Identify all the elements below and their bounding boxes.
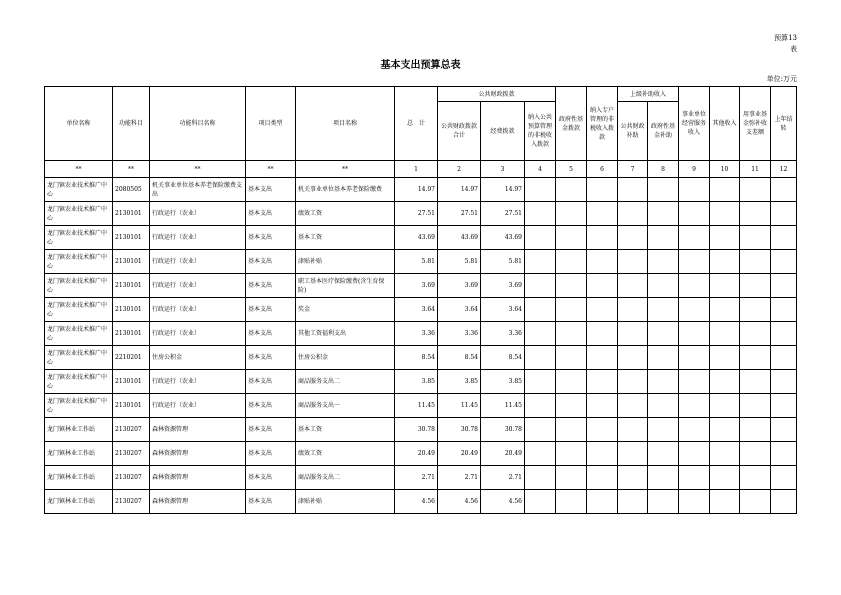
table-row: [45, 442, 797, 466]
cell-business: [679, 466, 710, 490]
cell-func-code: 2130101: [113, 298, 150, 322]
cell-public-subtotal: 5.81: [438, 250, 481, 274]
cell-carryover: [771, 202, 797, 226]
cell-item-name: 奖金: [296, 298, 395, 322]
index-cell: **: [45, 161, 113, 178]
cell-special-fund: [587, 394, 618, 418]
cell-other: [710, 490, 740, 514]
header-carryover: 上年结转: [771, 87, 797, 161]
cell-nontax: [525, 370, 556, 394]
cell-func-name: 森林资源管理: [150, 418, 246, 442]
cell-reserve: [740, 442, 771, 466]
cell-item-type: 基本支出: [246, 466, 296, 490]
cell-total: 14.97: [395, 178, 438, 202]
cell-unit-name: 龙门镇农业技术推广中心: [45, 178, 113, 202]
cell-item-type: 基本支出: [246, 490, 296, 514]
cell-other: [710, 226, 740, 250]
cell-item-name: 绩效工资: [296, 442, 395, 466]
cell-superior-public: [618, 298, 648, 322]
cell-superior-public: [618, 226, 648, 250]
cell-superior-gov: [648, 274, 679, 298]
cell-item-type: 基本支出: [246, 178, 296, 202]
cell-superior-gov: [648, 346, 679, 370]
cell-func-code: 2210201: [113, 346, 150, 370]
cell-public-subtotal: 27.51: [438, 202, 481, 226]
cell-superior-public: [618, 274, 648, 298]
cell-superior-gov: [648, 394, 679, 418]
index-cell: 9: [679, 161, 710, 178]
cell-reserve: [740, 370, 771, 394]
cell-business: [679, 346, 710, 370]
cell-nontax: [525, 418, 556, 442]
index-cell: **: [113, 161, 150, 178]
cell-reserve: [740, 346, 771, 370]
cell-nontax: [525, 490, 556, 514]
header-item-type: 项目类型: [246, 87, 296, 161]
cell-unit-name: 龙门镇林业工作站: [45, 490, 113, 514]
cell-superior-gov: [648, 490, 679, 514]
cell-gov-fund: [556, 466, 587, 490]
cell-nontax: [525, 226, 556, 250]
cell-business: [679, 274, 710, 298]
cell-carryover: [771, 274, 797, 298]
index-cell: 10: [710, 161, 740, 178]
cell-public-subtotal: 14.97: [438, 178, 481, 202]
cell-func-name: 森林资源管理: [150, 490, 246, 514]
cell-superior-public: [618, 418, 648, 442]
cell-func-name: 森林资源管理: [150, 466, 246, 490]
cell-unit-name: 龙门镇农业技术推广中心: [45, 322, 113, 346]
index-cell: 11: [740, 161, 771, 178]
index-row: [45, 161, 797, 178]
cell-public-subtotal: 2.71: [438, 466, 481, 490]
cell-business: [679, 322, 710, 346]
budget-table: [44, 86, 797, 514]
cell-unit-name: 龙门镇农业技术推广中心: [45, 226, 113, 250]
index-cell: 4: [525, 161, 556, 178]
cell-func-name: 行政运行（农业）: [150, 250, 246, 274]
index-cell: 2: [438, 161, 481, 178]
cell-func-name: 行政运行（农业）: [150, 226, 246, 250]
cell-reserve: [740, 298, 771, 322]
cell-superior-public: [618, 442, 648, 466]
cell-item-name: 基本工资: [296, 418, 395, 442]
cell-superior-gov: [648, 250, 679, 274]
header-superior: 上级补助收入: [618, 87, 679, 102]
cell-superior-gov: [648, 202, 679, 226]
cell-gov-fund: [556, 322, 587, 346]
cell-unit-name: 龙门镇农业技术推广中心: [45, 274, 113, 298]
cell-superior-public: [618, 250, 648, 274]
cell-item-name: 津贴补贴: [296, 250, 395, 274]
table-number-line2: 表: [790, 45, 797, 53]
cell-reserve: [740, 274, 771, 298]
cell-special-fund: [587, 178, 618, 202]
cell-operating: 30.78: [481, 418, 525, 442]
cell-func-code: 2130207: [113, 466, 150, 490]
cell-special-fund: [587, 202, 618, 226]
cell-item-type: 基本支出: [246, 418, 296, 442]
cell-special-fund: [587, 274, 618, 298]
cell-operating: 3.64: [481, 298, 525, 322]
table-row: [45, 346, 797, 370]
header-total: 总 计: [395, 87, 438, 161]
cell-public-subtotal: 3.36: [438, 322, 481, 346]
cell-other: [710, 322, 740, 346]
cell-operating: 11.45: [481, 394, 525, 418]
cell-reserve: [740, 250, 771, 274]
cell-superior-public: [618, 322, 648, 346]
header-gov-fund: 政府性基金拨款: [556, 87, 587, 161]
cell-superior-gov: [648, 298, 679, 322]
cell-item-name: 机关事业单位基本养老保险缴费: [296, 178, 395, 202]
cell-special-fund: [587, 250, 618, 274]
cell-func-name: 行政运行（农业）: [150, 322, 246, 346]
index-cell: 12: [771, 161, 797, 178]
table-row: [45, 418, 797, 442]
cell-item-name: 商品服务支出二: [296, 466, 395, 490]
cell-total: 11.45: [395, 394, 438, 418]
cell-special-fund: [587, 466, 618, 490]
cell-special-fund: [587, 442, 618, 466]
cell-superior-gov: [648, 226, 679, 250]
cell-func-code: 2130101: [113, 202, 150, 226]
cell-superior-gov: [648, 442, 679, 466]
header-func-code: 功能科目: [113, 87, 150, 161]
cell-carryover: [771, 250, 797, 274]
cell-func-code: 2130101: [113, 226, 150, 250]
cell-total: 5.81: [395, 250, 438, 274]
cell-special-fund: [587, 322, 618, 346]
table-row: [45, 226, 797, 250]
cell-item-type: 基本支出: [246, 442, 296, 466]
cell-gov-fund: [556, 346, 587, 370]
index-cell: 7: [618, 161, 648, 178]
cell-carryover: [771, 418, 797, 442]
cell-superior-gov: [648, 418, 679, 442]
cell-func-code: 2130101: [113, 322, 150, 346]
cell-reserve: [740, 418, 771, 442]
cell-total: 30.78: [395, 418, 438, 442]
cell-public-subtotal: 3.64: [438, 298, 481, 322]
cell-gov-fund: [556, 418, 587, 442]
cell-business: [679, 226, 710, 250]
cell-func-name: 住房公积金: [150, 346, 246, 370]
cell-gov-fund: [556, 202, 587, 226]
cell-other: [710, 394, 740, 418]
header-operating: 经费拨款: [481, 102, 525, 161]
cell-operating: 4.56: [481, 490, 525, 514]
table-row: [45, 298, 797, 322]
cell-item-name: 基本工资: [296, 226, 395, 250]
cell-total: 27.51: [395, 202, 438, 226]
table-row: [45, 370, 797, 394]
header-business: 事业单位经营服务收入: [679, 87, 710, 161]
cell-item-type: 基本支出: [246, 202, 296, 226]
cell-public-subtotal: 43.69: [438, 226, 481, 250]
cell-superior-public: [618, 490, 648, 514]
cell-other: [710, 346, 740, 370]
cell-nontax: [525, 394, 556, 418]
cell-func-name: 行政运行（农业）: [150, 298, 246, 322]
cell-item-type: 基本支出: [246, 394, 296, 418]
index-cell: **: [246, 161, 296, 178]
cell-other: [710, 274, 740, 298]
header-item-name: 项目名称: [296, 87, 395, 161]
cell-item-type: 基本支出: [246, 322, 296, 346]
cell-total: 3.36: [395, 322, 438, 346]
cell-public-subtotal: 30.78: [438, 418, 481, 442]
cell-superior-public: [618, 466, 648, 490]
header-reserve: 用事业基金弥补收支差额: [740, 87, 771, 161]
cell-func-code: 2130101: [113, 250, 150, 274]
cell-item-name: 其他工资福利支出: [296, 322, 395, 346]
table-row: [45, 274, 797, 298]
header-public-subtotal: 公共财政拨款合计: [438, 102, 481, 161]
cell-other: [710, 178, 740, 202]
header-superior-public: 公共财政补助: [618, 102, 648, 161]
cell-operating: 5.81: [481, 250, 525, 274]
index-cell: **: [296, 161, 395, 178]
cell-business: [679, 178, 710, 202]
cell-func-code: 2130207: [113, 442, 150, 466]
cell-unit-name: 龙门镇农业技术推广中心: [45, 298, 113, 322]
index-cell: 5: [556, 161, 587, 178]
cell-gov-fund: [556, 250, 587, 274]
cell-carryover: [771, 466, 797, 490]
cell-item-type: 基本支出: [246, 274, 296, 298]
cell-operating: 2.71: [481, 466, 525, 490]
cell-public-subtotal: 3.85: [438, 370, 481, 394]
cell-carryover: [771, 298, 797, 322]
cell-other: [710, 442, 740, 466]
cell-reserve: [740, 226, 771, 250]
cell-func-name: 行政运行（农业）: [150, 202, 246, 226]
table-row: [45, 490, 797, 514]
cell-nontax: [525, 346, 556, 370]
cell-business: [679, 490, 710, 514]
cell-special-fund: [587, 418, 618, 442]
table-row: [45, 466, 797, 490]
cell-carryover: [771, 394, 797, 418]
table-body: [45, 178, 797, 514]
index-cell: 6: [587, 161, 618, 178]
table-row: [45, 322, 797, 346]
cell-total: 3.64: [395, 298, 438, 322]
unit-label: 单位:万元: [766, 75, 797, 83]
cell-public-subtotal: 20.49: [438, 442, 481, 466]
cell-business: [679, 418, 710, 442]
cell-nontax: [525, 322, 556, 346]
cell-unit-name: 龙门镇林业工作站: [45, 418, 113, 442]
cell-public-subtotal: 8.54: [438, 346, 481, 370]
table-row: [45, 178, 797, 202]
cell-superior-gov: [648, 178, 679, 202]
cell-reserve: [740, 490, 771, 514]
cell-item-type: 基本支出: [246, 370, 296, 394]
cell-nontax: [525, 274, 556, 298]
cell-special-fund: [587, 370, 618, 394]
cell-superior-gov: [648, 322, 679, 346]
cell-total: 3.69: [395, 274, 438, 298]
cell-other: [710, 418, 740, 442]
cell-unit-name: 龙门镇农业技术推广中心: [45, 202, 113, 226]
cell-business: [679, 250, 710, 274]
cell-carryover: [771, 442, 797, 466]
cell-reserve: [740, 394, 771, 418]
cell-item-type: 基本支出: [246, 298, 296, 322]
cell-superior-public: [618, 394, 648, 418]
cell-total: 3.85: [395, 370, 438, 394]
cell-func-name: 机关事业单位基本养老保险缴费支出: [150, 178, 246, 202]
cell-unit-name: 龙门镇农业技术推广中心: [45, 394, 113, 418]
index-cell: 8: [648, 161, 679, 178]
index-cell: 3: [481, 161, 525, 178]
cell-gov-fund: [556, 226, 587, 250]
cell-item-type: 基本支出: [246, 226, 296, 250]
cell-func-code: 2130101: [113, 274, 150, 298]
cell-carryover: [771, 490, 797, 514]
cell-nontax: [525, 466, 556, 490]
cell-nontax: [525, 250, 556, 274]
table-row: [45, 394, 797, 418]
cell-special-fund: [587, 346, 618, 370]
cell-business: [679, 202, 710, 226]
cell-unit-name: 龙门镇农业技术推广中心: [45, 250, 113, 274]
cell-item-name: 商品服务支出一: [296, 394, 395, 418]
cell-operating: 8.54: [481, 346, 525, 370]
header-public-fiscal: 公共财政拨款: [438, 87, 556, 102]
cell-func-code: 2130101: [113, 370, 150, 394]
cell-gov-fund: [556, 274, 587, 298]
cell-func-name: 行政运行（农业）: [150, 394, 246, 418]
index-cell: 1: [395, 161, 438, 178]
cell-public-subtotal: 3.69: [438, 274, 481, 298]
cell-total: 4.56: [395, 490, 438, 514]
cell-operating: 27.51: [481, 202, 525, 226]
table-number: [774, 33, 797, 55]
cell-operating: 43.69: [481, 226, 525, 250]
cell-business: [679, 298, 710, 322]
table-row: [45, 250, 797, 274]
cell-func-code: 2130101: [113, 394, 150, 418]
cell-operating: 3.85: [481, 370, 525, 394]
cell-func-code: 2080505: [113, 178, 150, 202]
cell-public-subtotal: 11.45: [438, 394, 481, 418]
cell-operating: 14.97: [481, 178, 525, 202]
cell-item-name: 住房公积金: [296, 346, 395, 370]
cell-superior-public: [618, 370, 648, 394]
cell-gov-fund: [556, 178, 587, 202]
cell-item-name: 津贴补贴: [296, 490, 395, 514]
cell-func-name: 行政运行（农业）: [150, 370, 246, 394]
cell-item-name: 商品服务支出二: [296, 370, 395, 394]
cell-other: [710, 466, 740, 490]
cell-unit-name: 龙门镇林业工作站: [45, 442, 113, 466]
cell-gov-fund: [556, 370, 587, 394]
cell-other: [710, 298, 740, 322]
cell-carryover: [771, 346, 797, 370]
cell-carryover: [771, 370, 797, 394]
cell-nontax: [525, 298, 556, 322]
cell-gov-fund: [556, 394, 587, 418]
cell-superior-public: [618, 202, 648, 226]
cell-carryover: [771, 226, 797, 250]
cell-superior-gov: [648, 466, 679, 490]
page-title: 基本支出预算总表: [380, 60, 461, 71]
cell-nontax: [525, 178, 556, 202]
cell-special-fund: [587, 298, 618, 322]
cell-unit-name: 龙门镇林业工作站: [45, 466, 113, 490]
header-other: 其他收入: [710, 87, 740, 161]
cell-func-name: 行政运行（农业）: [150, 274, 246, 298]
cell-nontax: [525, 442, 556, 466]
cell-special-fund: [587, 226, 618, 250]
header-unit-name: 单位名称: [45, 87, 113, 161]
cell-reserve: [740, 322, 771, 346]
cell-business: [679, 394, 710, 418]
cell-total: 43.69: [395, 226, 438, 250]
cell-superior-public: [618, 178, 648, 202]
cell-reserve: [740, 178, 771, 202]
header-nontax: 纳入公共预算管理的非税收入拨款: [525, 102, 556, 161]
cell-operating: 20.49: [481, 442, 525, 466]
cell-nontax: [525, 202, 556, 226]
table-row: [45, 202, 797, 226]
cell-other: [710, 250, 740, 274]
cell-special-fund: [587, 490, 618, 514]
cell-func-name: 森林资源管理: [150, 442, 246, 466]
cell-func-code: 2130207: [113, 418, 150, 442]
cell-operating: 3.69: [481, 274, 525, 298]
cell-carryover: [771, 322, 797, 346]
cell-business: [679, 442, 710, 466]
cell-item-name: 绩效工资: [296, 202, 395, 226]
cell-item-type: 基本支出: [246, 250, 296, 274]
header-superior-gov: 政府性基金补助: [648, 102, 679, 161]
cell-gov-fund: [556, 298, 587, 322]
cell-item-type: 基本支出: [246, 346, 296, 370]
cell-total: 2.71: [395, 466, 438, 490]
cell-unit-name: 龙门镇农业技术推广中心: [45, 370, 113, 394]
cell-item-name: 职工基本医疗保险缴费(含生育保险): [296, 274, 395, 298]
cell-reserve: [740, 466, 771, 490]
cell-other: [710, 370, 740, 394]
cell-total: 20.49: [395, 442, 438, 466]
cell-gov-fund: [556, 490, 587, 514]
index-cell: **: [150, 161, 246, 178]
cell-operating: 3.36: [481, 322, 525, 346]
cell-reserve: [740, 202, 771, 226]
cell-carryover: [771, 178, 797, 202]
cell-public-subtotal: 4.56: [438, 490, 481, 514]
table-number-line1: 预算13: [774, 34, 797, 42]
cell-business: [679, 370, 710, 394]
cell-total: 8.54: [395, 346, 438, 370]
cell-other: [710, 202, 740, 226]
cell-func-code: 2130207: [113, 490, 150, 514]
cell-superior-public: [618, 346, 648, 370]
header-func-name: 功能科目名称: [150, 87, 246, 161]
cell-unit-name: 龙门镇农业技术推广中心: [45, 346, 113, 370]
header-special-fund: 纳入专户管理的非税收入拨款: [587, 87, 618, 161]
cell-gov-fund: [556, 442, 587, 466]
cell-superior-gov: [648, 370, 679, 394]
